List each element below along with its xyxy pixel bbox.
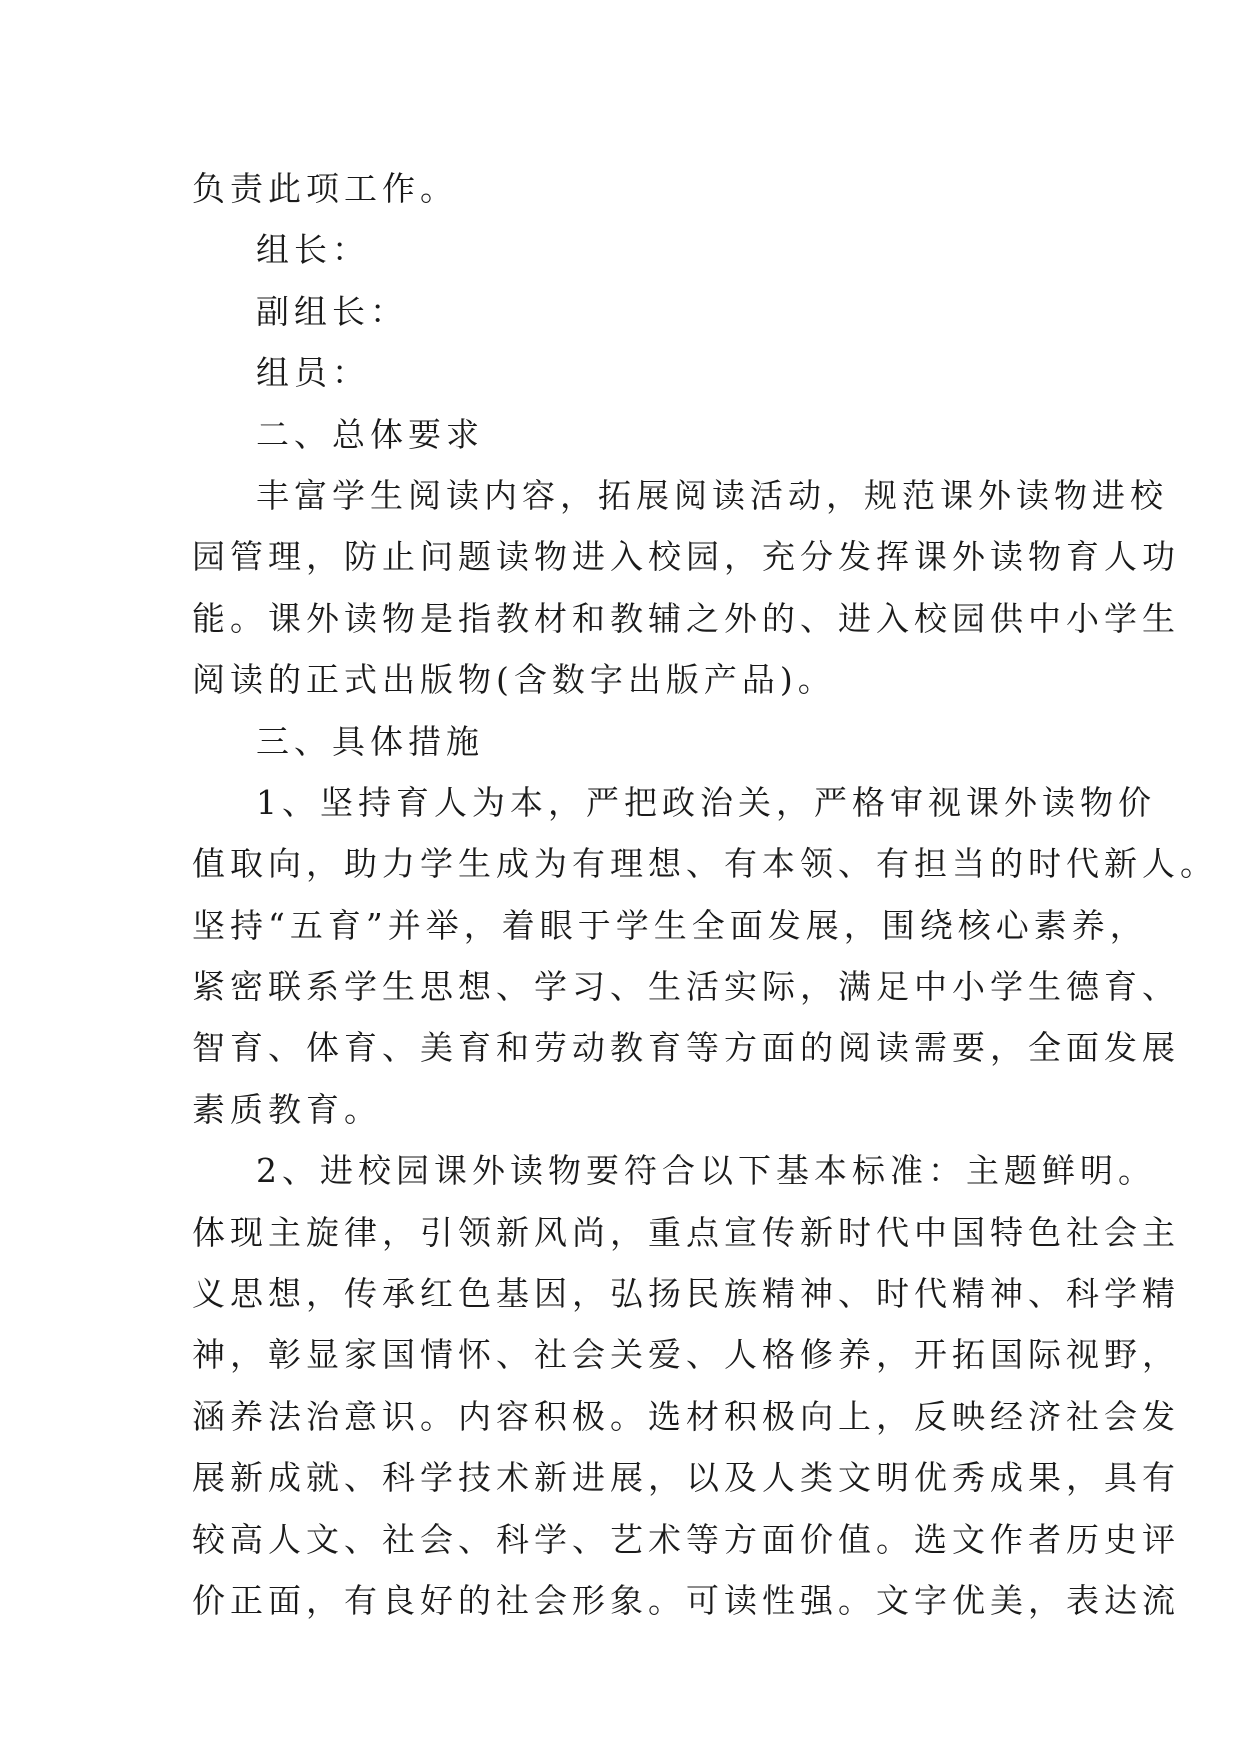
text-line: 值取向，助力学生成为有理想、有本领、有担当的时代新人。 [192, 844, 1218, 884]
text-line: 园管理，防止问题读物进入校园，充分发挥课外读物育人功 [192, 537, 1180, 577]
text-line: 较高人文、社会、科学、艺术等方面价值。选文作者历史评 [192, 1519, 1180, 1559]
text-line: 智育、体育、美育和劳动教育等方面的阅读需要，全面发展 [192, 1028, 1180, 1068]
text-line-team-members: 组员： [256, 353, 370, 393]
text-line: 丰富学生阅读内容，拓展阅读活动，规范课外读物进校 [256, 475, 1168, 515]
text-line: 体现主旋律，引领新风尚，重点宣传新时代中国特色社会主 [192, 1212, 1180, 1252]
text-line: 能。课外读物是指教材和教辅之外的、进入校园供中小学生 [192, 598, 1180, 638]
text-line: 价正面，有良好的社会形象。可读性强。文字优美，表达流 [192, 1580, 1180, 1620]
text-line: 紧密联系学生思想、学习、生活实际，满足中小学生德育、 [192, 967, 1180, 1007]
section-heading-general-requirements: 二、总体要求 [256, 414, 484, 454]
text-line: 展新成就、科学技术新进展，以及人类文明优秀成果，具有 [192, 1458, 1180, 1498]
text-line: 义思想，传承红色基因，弘扬民族精神、时代精神、科学精 [192, 1274, 1180, 1314]
section-heading-specific-measures: 三、具体措施 [256, 721, 484, 761]
document-body [192, 158, 1218, 1631]
text-line: 素质教育。 [192, 1089, 382, 1129]
text-line-team-leader: 组长： [256, 230, 370, 270]
text-line: 阅读的正式出版物(含数字出版产品)。 [192, 660, 836, 700]
text-line: 涵养法治意识。内容积极。选材积极向上，反映经济社会发 [192, 1396, 1180, 1436]
text-line: 1、坚持育人为本，严把政治关，严格审视课外读物价 [256, 782, 1156, 822]
text-line-deputy-leader: 副组长： [256, 291, 408, 331]
text-line: 负责此项工作。 [192, 169, 458, 208]
text-line: 2、进校园课外读物要符合以下基本标准：主题鲜明。 [256, 1151, 1156, 1191]
text-line: 神，彰显家国情怀、社会关爱、人格修养，开拓国际视野， [192, 1335, 1180, 1375]
text-line: 坚持“五育”并举，着眼于学生全面发展，围绕核心素养， [192, 905, 1148, 945]
